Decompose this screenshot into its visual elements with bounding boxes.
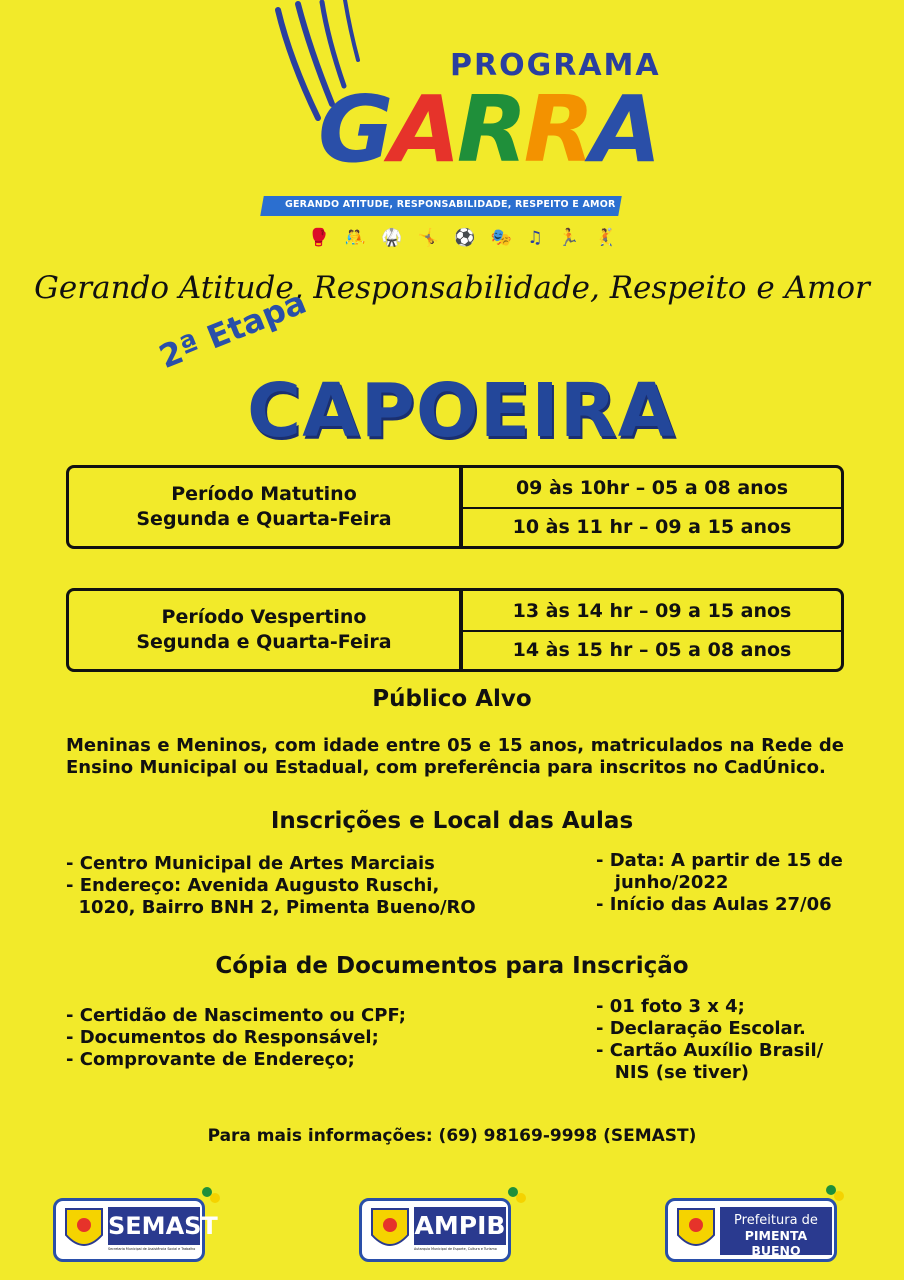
semast-logo [53,1198,218,1262]
page-title: CAPOEIRA [247,368,677,454]
period-cell [69,468,463,546]
inscricoes-heading: Inscrições e Local das Aulas [270,808,634,834]
period-name: Período Matutino [171,483,357,505]
decor-dot [516,1193,526,1203]
period-name: Período Vespertino [161,606,367,628]
garra-letter: G [318,76,390,183]
garra-letter: A [389,76,457,183]
publico-heading: Público Alvo [372,686,532,712]
crest-icon [368,1205,412,1257]
crest-icon [62,1205,106,1257]
garra-logo-text [318,76,658,183]
prefeitura-box [720,1207,832,1258]
documentos-left-list: - Certidão de Nascimento ou CPF; - Documentos do Responsável; - Comprovante de Endereço; [66,1005,406,1070]
garra-letter: R [523,76,591,183]
time-slot: 10 às 11 hr – 09 a 15 anos [512,515,792,538]
sport-icons: 🥊 🤼 🥋 🤸 ⚽ 🎭 ♫ 🏃 🤾 [308,228,621,248]
time-slot: 14 às 15 hr – 05 a 08 anos [512,638,792,661]
semast-name: SEMAST [108,1207,200,1245]
time-slot: 13 às 14 hr – 09 a 15 anos [463,591,841,632]
etapa-label: 2ª Etapa [153,282,312,376]
contact-info: Para mais informações: (69) 98169-9998 (SEMAST) [207,1126,697,1146]
time-slot: 09 às 10hr – 05 a 08 anos [463,468,841,509]
period-cell [69,591,463,669]
period-days: Segunda e Quarta-Feira [136,508,392,530]
inscricoes-left-list: - Centro Municipal de Artes Marciais - Endereço: Avenida Augusto Ruschi, 1020, Bairro BNH 2, Pimenta Bueno/RO [66,853,476,918]
documentos-right-list: - 01 foto 3 x 4; - Declaração Escolar. - Cartão Auxílio Brasil/ NIS (se tiver) [596,996,824,1083]
schedule-box-morning [66,465,844,549]
decor-dot [834,1191,844,1201]
crest-icon [674,1205,718,1257]
inscricoes-right-list: - Data: A partir de 15 de junho/2022 - Início das Aulas 27/06 [596,850,843,915]
garra-letter: R [456,76,524,183]
programa-label: PROGRAMA [450,48,661,83]
prefeitura-logo [665,1198,837,1262]
slogan-band-text: GERANDO ATITUDE, RESPONSABILIDADE, RESPEITO E AMOR [285,199,616,210]
documentos-heading: Cópia de Documentos para Inscrição [215,953,689,979]
prefeitura-line2: PIMENTA BUENO [744,1228,808,1258]
ampib-name: AMPIB [414,1207,506,1245]
ampib-logo [359,1198,511,1262]
publico-text: Meninas e Meninos, com idade entre 05 e 15 anos, matriculados na Rede de Ensino Municipal ou Estadual, com preferência para inscritos no CadÚnico. [66,735,844,778]
tagline: Gerando Atitude, Responsabilidade, Respeito e Amor [34,270,870,306]
ampib-subtitle: Autarquia Municipal de Esporte, Cultura e Turismo [414,1247,497,1251]
period-days: Segunda e Quarta-Feira [136,631,392,653]
decor-dot [210,1193,220,1203]
schedule-box-afternoon [66,588,844,672]
garra-letter: A [590,76,658,183]
semast-subtitle: Secretaria Municipal de Assistência Social e Trabalho [108,1247,196,1251]
prefeitura-line1: Prefeitura de [734,1213,818,1228]
